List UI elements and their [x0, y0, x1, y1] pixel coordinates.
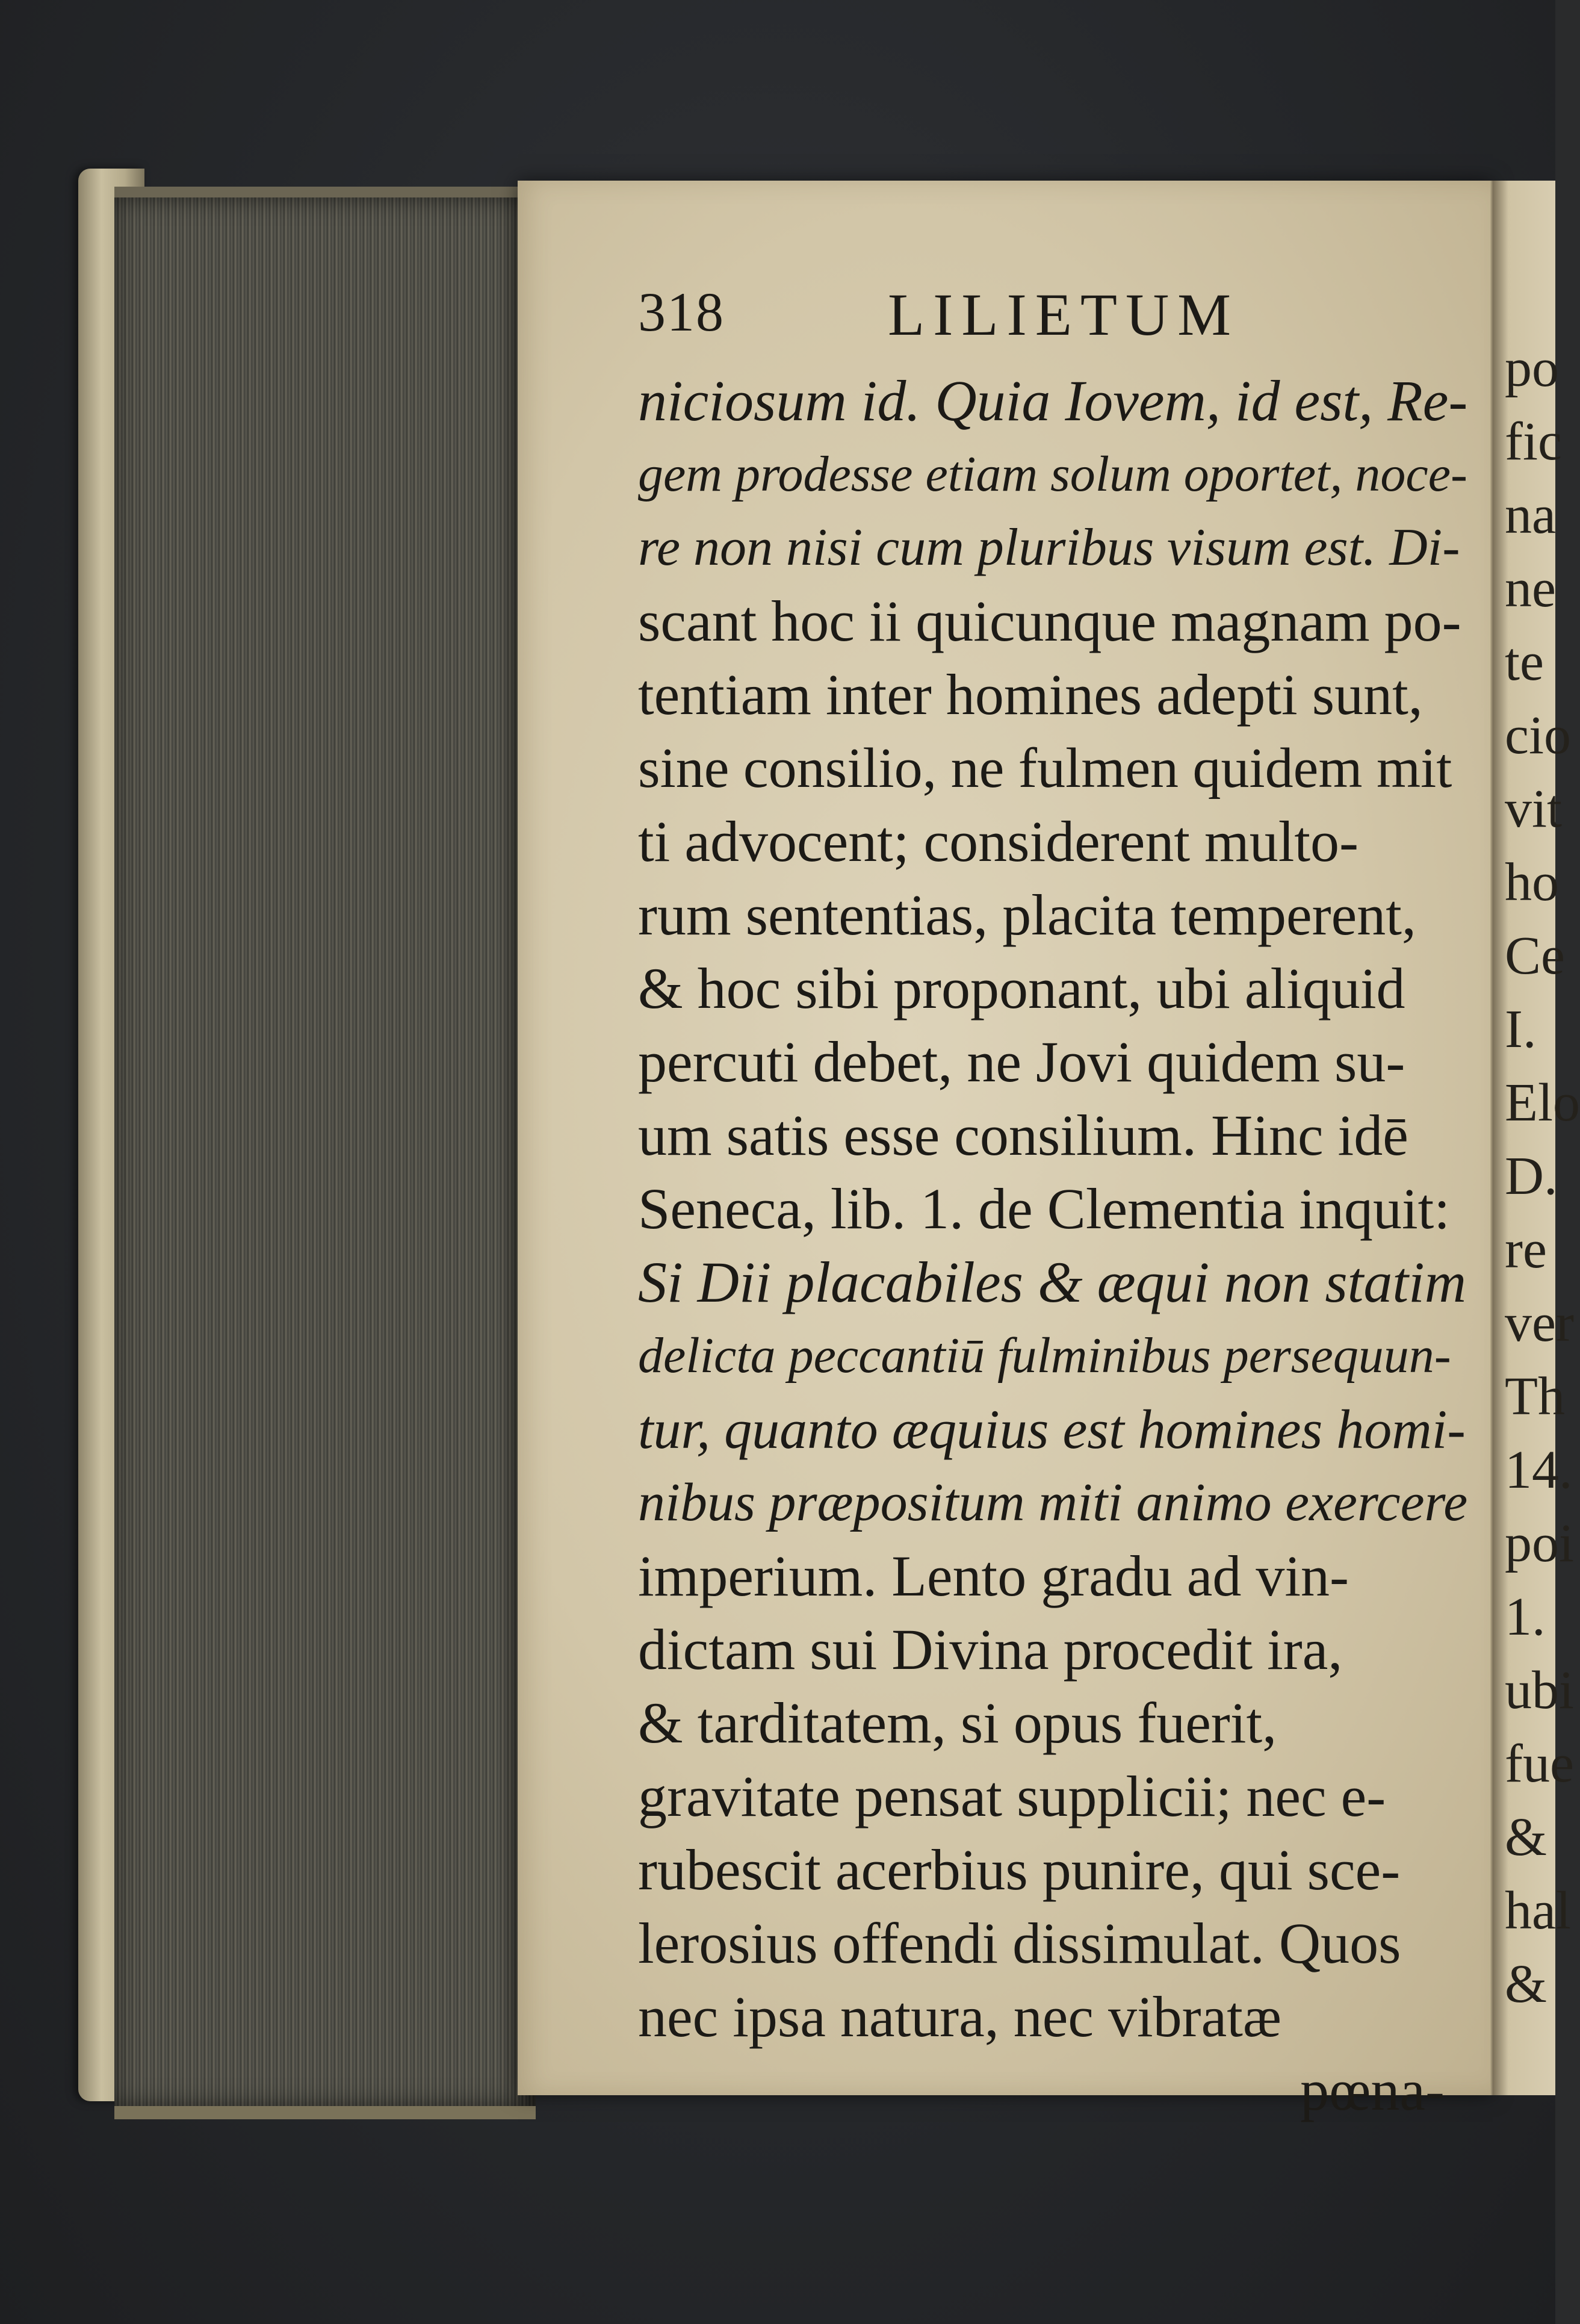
facing-page-fragment: poi [1505, 1514, 1575, 1573]
text-line: imperium. Lento gradu ad vin- [638, 1544, 1349, 1608]
text-line: & hoc sibi proponant, ubi aliquid [638, 956, 1405, 1021]
facing-page-fragment: ne [1505, 559, 1556, 618]
facing-page-fragment: Th [1505, 1367, 1565, 1426]
text-line: ti advocent; considerent multo- [638, 809, 1358, 874]
text-line: sine consilio, ne fulmen quidem mit [638, 737, 1452, 800]
text-line: Si Dii placabiles & æqui non statim [638, 1250, 1467, 1314]
facing-page-fragment: & [1505, 1807, 1547, 1867]
page-header [638, 274, 1469, 364]
facing-page-fragment: fue [1505, 1734, 1574, 1794]
facing-page-fragment: te [1505, 632, 1544, 692]
text-line: dictam sui Divina procedit ira, [638, 1617, 1343, 1682]
facing-page-fragment: vit [1505, 779, 1563, 839]
facing-page-fragment: ver [1505, 1293, 1574, 1353]
text-line: rum sententias, placita temperent, [638, 883, 1416, 947]
page-number: 318 [638, 281, 725, 343]
text-line: um satis esse consilium. Hinc idē [638, 1103, 1408, 1167]
facing-page-fragment: re [1505, 1220, 1547, 1279]
facing-page-fragment: Ce [1505, 926, 1565, 986]
facing-page-fragment: cio [1505, 706, 1571, 765]
text-line: tentiam inter homines adepti sunt, [638, 662, 1423, 727]
running-title: LILIETUM [888, 281, 1240, 348]
text-line: nibus præpositum miti animo exercere [638, 1473, 1468, 1532]
text-line: gem prodesse etiam solum oportet, noce- [638, 446, 1467, 502]
text-line: re non nisi cum pluribus visum est. Di- [638, 518, 1460, 577]
facing-page-fragment: Elo [1505, 1073, 1580, 1132]
facing-page-fragment: I. [1505, 999, 1537, 1059]
facing-page-fragment: po [1505, 338, 1559, 398]
facing-page-fragment: D. [1505, 1146, 1558, 1206]
text-line: & tarditatem, si opus fuerit, [638, 1691, 1277, 1755]
text-line: scant hoc ii quicunque magnam po- [638, 589, 1461, 653]
text-line: Seneca, lib. 1. de Clementia inquit: [638, 1176, 1451, 1241]
facing-page [1493, 181, 1580, 2095]
text-line: percuti debet, ne Jovi quidem su- [638, 1030, 1405, 1094]
facing-page-fragment: 14. [1505, 1440, 1573, 1500]
facing-page-fragment: fic [1505, 412, 1562, 471]
facing-page-fragment: ubi [1505, 1661, 1575, 1720]
text-line: delicta peccantiū fulminibus persequun- [638, 1328, 1451, 1384]
text-line: rubescit acerbius punire, qui sce- [638, 1838, 1401, 1902]
text-line: lerosius offendi dissimulat. Quos [638, 1911, 1401, 1975]
text-line: tur, quanto æquius est homines homi- [638, 1399, 1466, 1460]
facing-page-fragment: na [1505, 485, 1556, 545]
facing-page-fragment: 1. [1505, 1587, 1546, 1647]
facing-page-fragment: & [1505, 1954, 1547, 2014]
facing-page-fragment: hal [1505, 1881, 1571, 1940]
text-line: gravitate pensat supplicii; nec e- [638, 1764, 1386, 1828]
text-line: niciosum id. Quia Iovem, id est, Re- [638, 368, 1468, 433]
body-text [638, 364, 1469, 2054]
catchword: pœna- [1300, 2058, 1445, 2122]
facing-page-fragment: ho [1505, 853, 1559, 912]
page-edges [114, 187, 536, 2119]
page-text-block [638, 274, 1469, 2127]
text-line: nec ipsa natura, nec vibratæ [638, 1984, 1281, 2049]
